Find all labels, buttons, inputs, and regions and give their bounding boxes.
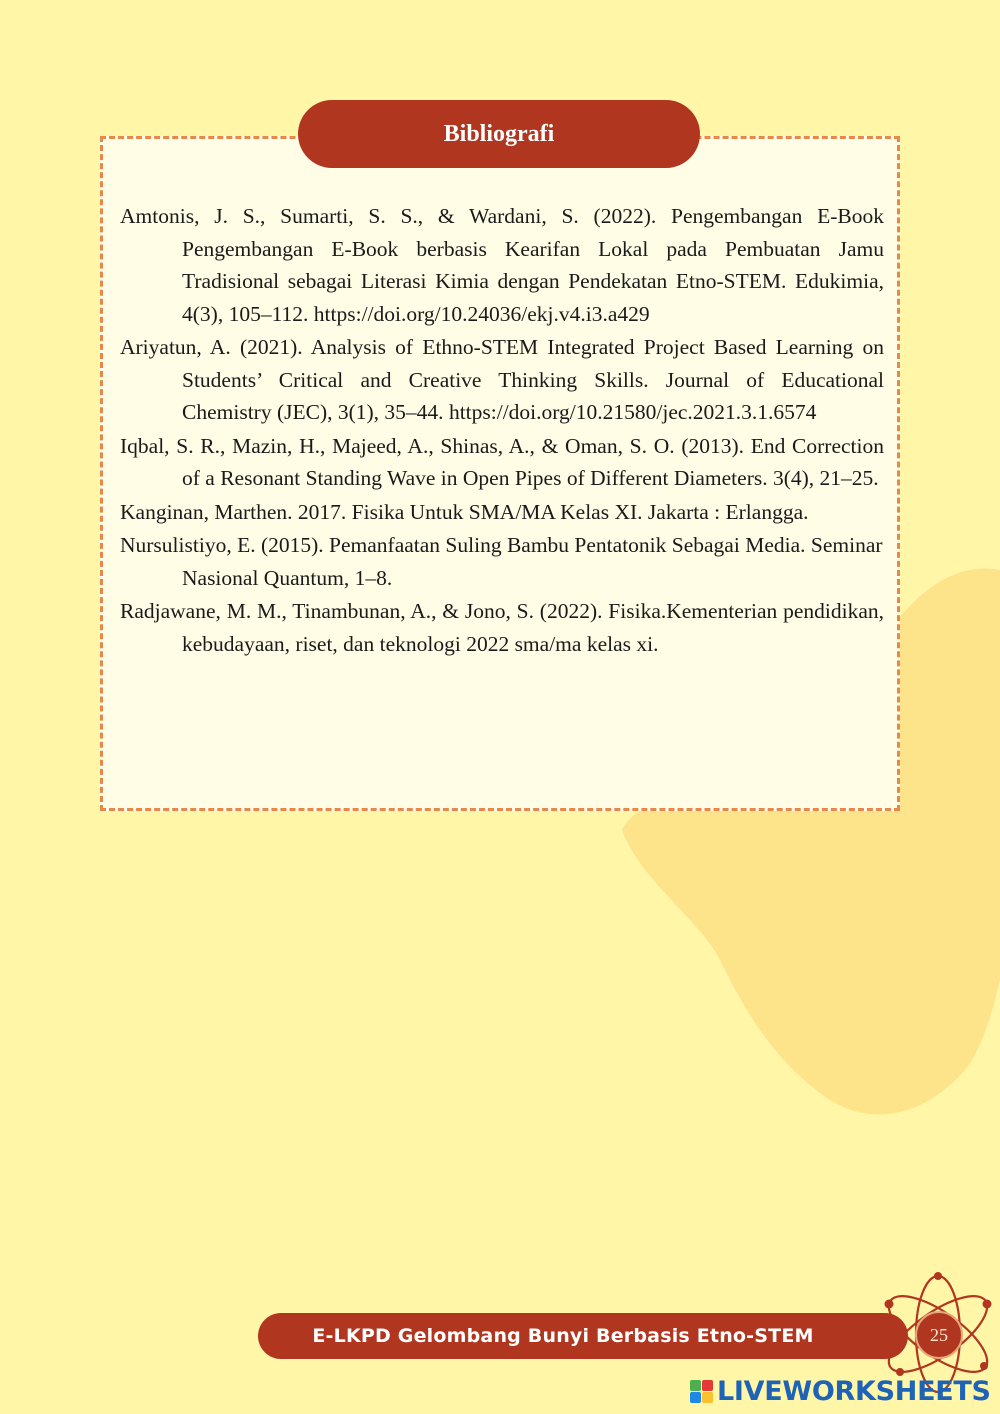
reference-item	[120, 595, 884, 660]
reference-text: Kanginan, Marthen. 2017. Fisika Untuk SMA/MA Kelas XI. Jakarta : Erlangga.	[120, 499, 809, 524]
liveworksheets-wordmark: LIVEWORKSHEETS	[717, 1375, 991, 1407]
reference-doi-link[interactable]: https://doi.org/10.21580/jec.2021.3.1.6574	[448, 400, 817, 424]
reference-text: Amtonis, J. S., Sumarti, S. S., & Wardani, S. (2022). Pengembangan E-Book Pengembangan E-Book berbasis Kearifan Lokal pada Pembuatan Jamu Tradisional sebagai Literasi Kimia dengan Pendekatan Etno-STEM. Edukimia, 4(3), 105–112.	[120, 204, 884, 326]
reference-item	[120, 430, 884, 495]
reference-item	[120, 331, 884, 429]
reference-doi-link[interactable]: https://doi.org/10.24036/ekj.v4.i3.a429	[313, 301, 650, 326]
reference-item	[120, 529, 884, 594]
reference-item	[120, 200, 884, 330]
liveworksheets-watermark	[690, 1374, 991, 1408]
reference-text: Radjawane, M. M., Tinambunan, A., & Jono, S. (2022). Fisika.Kementerian pendidikan, kebudayaan, riset, dan teknologi 2022 sma/ma kelas xi.	[120, 599, 884, 656]
reference-text: Nursulistiyo, E. (2015). Pemanfaatan Suling Bambu Pentatonik Sebagai Media. Seminar Nasional Quantum, 1–8.	[120, 533, 883, 590]
footer-banner: E-LKPD Gelombang Bunyi Berbasis Etno-STEM	[258, 1313, 908, 1359]
bibliography-title: Bibliografi	[298, 100, 700, 168]
reference-list	[120, 200, 884, 661]
reference-text: Ariyatun, A. (2021). Analysis of Ethno-STEM Integrated Project Based Learning on Students’ Critical and Creative Thinking Skills. Journal of Educational Chemistry (JEC), 3(1), 35–44.	[120, 335, 884, 424]
reference-text: Iqbal, S. R., Mazin, H., Majeed, A., Shinas, A., & Oman, S. O. (2013). End Correction of a Resonant Standing Wave in Open Pipes of Different Diameters. 3(4), 21–25.	[120, 433, 884, 490]
page-number-badge: 25	[915, 1311, 963, 1359]
reference-item	[120, 496, 884, 529]
liveworksheets-logo-icon	[690, 1380, 713, 1403]
